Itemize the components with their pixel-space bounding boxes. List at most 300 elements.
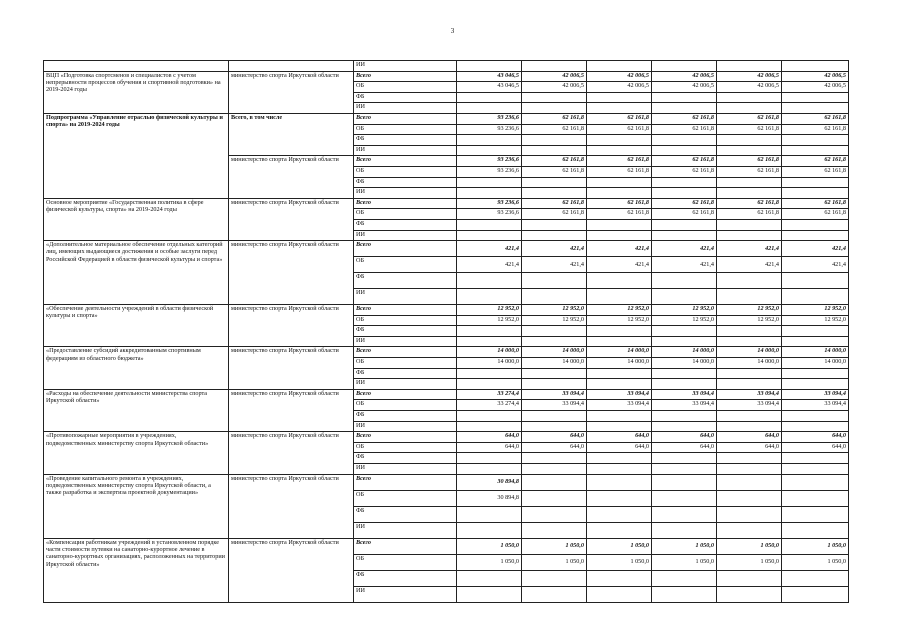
program-name: ВЦП «Подготовка спортсменов и специалистов с учетом непрерывности процессов обучения и спортивной подготовки» на 2019-2024 годы (44, 71, 229, 113)
amount-cell (782, 135, 849, 146)
amount-cell (522, 464, 587, 475)
amount-cell (457, 453, 522, 464)
amount-cell (652, 289, 717, 305)
amount-cell (652, 92, 717, 103)
amount-cell (522, 273, 587, 289)
amount-cell: 62 161,8 (522, 198, 587, 209)
amount-cell (652, 379, 717, 390)
amount-cell (782, 464, 849, 475)
amount-cell: 33 274,4 (457, 389, 522, 400)
amount-cell: 93 236,6 (457, 156, 522, 167)
amount-cell: 62 161,8 (522, 124, 587, 135)
amount-cell (587, 177, 652, 188)
amount-cell (522, 522, 587, 538)
funding-source-label: ФБ (354, 411, 457, 422)
amount-cell (522, 145, 587, 156)
amount-cell (457, 188, 522, 199)
amount-cell (782, 522, 849, 538)
page-number: 3 (450, 27, 455, 35)
executor-name: министерство спорта Иркутской области (229, 198, 354, 240)
amount-cell: 1 050,0 (717, 538, 782, 554)
executor-name: министерство спорта Иркутской области (229, 71, 354, 113)
amount-cell (717, 421, 782, 432)
funding-source-label: ФБ (354, 506, 457, 522)
amount-cell: 33 094,4 (522, 400, 587, 411)
amount-cell (652, 522, 717, 538)
amount-cell: 14 000,0 (782, 358, 849, 369)
amount-cell: 644,0 (587, 442, 652, 453)
amount-cell: 12 952,0 (717, 315, 782, 326)
program-name: «Обеспечение деятельности учреждений в области физической культуры и спорта» (44, 305, 229, 347)
table-row (44, 389, 849, 400)
amount-cell (587, 453, 652, 464)
funding-source-label: ИИ (354, 103, 457, 114)
amount-cell (652, 586, 717, 602)
amount-cell: 62 161,8 (782, 166, 849, 177)
amount-cell: 644,0 (782, 442, 849, 453)
amount-cell (652, 326, 717, 337)
amount-cell (522, 570, 587, 586)
amount-cell: 644,0 (587, 432, 652, 443)
funding-source-label: ФБ (354, 273, 457, 289)
amount-cell: 12 952,0 (717, 305, 782, 316)
amount-cell (587, 586, 652, 602)
amount-cell (457, 273, 522, 289)
amount-cell: 30 894,8 (457, 474, 522, 490)
amount-cell (717, 586, 782, 602)
amount-cell (652, 145, 717, 156)
funding-source-label: ФБ (354, 453, 457, 464)
funding-source-label: ОБ (354, 166, 457, 177)
amount-cell (522, 474, 587, 490)
amount-cell (782, 474, 849, 490)
amount-cell (587, 411, 652, 422)
amount-cell (717, 177, 782, 188)
amount-cell (652, 135, 717, 146)
amount-cell (717, 411, 782, 422)
amount-cell: 33 094,4 (652, 400, 717, 411)
amount-cell: 1 050,0 (587, 554, 652, 570)
amount-cell (782, 379, 849, 390)
amount-cell (717, 289, 782, 305)
amount-cell: 12 952,0 (782, 305, 849, 316)
amount-cell: 62 161,8 (652, 209, 717, 220)
amount-cell (717, 103, 782, 114)
amount-cell: 62 161,8 (652, 124, 717, 135)
amount-cell (457, 421, 522, 432)
amount-cell (587, 61, 652, 72)
funding-source-label: Всего (354, 241, 457, 257)
amount-cell: 14 000,0 (522, 358, 587, 369)
amount-cell (652, 411, 717, 422)
amount-cell: 421,4 (652, 257, 717, 273)
funding-source-label: ОБ (354, 82, 457, 93)
amount-cell: 12 952,0 (457, 315, 522, 326)
amount-cell (522, 103, 587, 114)
table-row (44, 538, 849, 554)
executor-total: Всего, в том числе (229, 113, 354, 155)
program-name: «Предоставление субсидий аккредитованным спортивным федерациям из областного бюджета» (44, 347, 229, 389)
funding-source-label: ИИ (354, 421, 457, 432)
funding-source-label: ФБ (354, 92, 457, 103)
amount-cell (587, 273, 652, 289)
amount-cell: 33 094,4 (717, 400, 782, 411)
amount-cell: 12 952,0 (652, 305, 717, 316)
amount-cell: 12 952,0 (652, 315, 717, 326)
amount-cell (457, 368, 522, 379)
amount-cell (652, 421, 717, 432)
amount-cell: 62 161,8 (587, 156, 652, 167)
funding-source-label: ИИ (354, 586, 457, 602)
amount-cell (587, 570, 652, 586)
funding-source-label: ОБ (354, 209, 457, 220)
table-row (44, 61, 849, 72)
table-row (44, 198, 849, 209)
amount-cell (717, 135, 782, 146)
amount-cell: 33 094,4 (522, 389, 587, 400)
amount-cell: 12 952,0 (457, 305, 522, 316)
amount-cell: 644,0 (782, 432, 849, 443)
amount-cell (457, 326, 522, 337)
empty-cell (44, 61, 229, 72)
amount-cell (522, 188, 587, 199)
amount-cell (782, 336, 849, 347)
amount-cell: 1 050,0 (717, 554, 782, 570)
amount-cell (652, 570, 717, 586)
amount-cell: 1 050,0 (782, 538, 849, 554)
amount-cell: 93 236,6 (457, 209, 522, 220)
amount-cell (587, 379, 652, 390)
funding-source-label: ФБ (354, 135, 457, 146)
budget-table (43, 60, 849, 603)
amount-cell: 43 046,5 (457, 71, 522, 82)
amount-cell (782, 273, 849, 289)
table-row (44, 241, 849, 257)
amount-cell: 93 236,6 (457, 166, 522, 177)
amount-cell (652, 336, 717, 347)
funding-source-label: ИИ (354, 464, 457, 475)
amount-cell: 12 952,0 (587, 315, 652, 326)
amount-cell (652, 368, 717, 379)
program-name: «Дополнительное материальное обеспечение отдельных категорий лиц, имеющих выдающиеся достижения и особые заслуги перед Российской Федерацией в области физической культуры и спорта» (44, 241, 229, 305)
amount-cell (652, 490, 717, 506)
amount-cell (652, 273, 717, 289)
amount-cell: 644,0 (522, 442, 587, 453)
executor-name: министерство спорта Иркутской области (229, 241, 354, 305)
amount-cell (717, 273, 782, 289)
amount-cell (457, 586, 522, 602)
amount-cell (587, 219, 652, 230)
amount-cell: 62 161,8 (522, 113, 587, 124)
amount-cell (717, 490, 782, 506)
funding-source-label: Всего (354, 474, 457, 490)
amount-cell (587, 92, 652, 103)
amount-cell (587, 506, 652, 522)
table-row (44, 71, 849, 82)
amount-cell: 421,4 (652, 241, 717, 257)
amount-cell (782, 326, 849, 337)
funding-source-label: ФБ (354, 570, 457, 586)
amount-cell: 62 161,8 (717, 124, 782, 135)
amount-cell (522, 92, 587, 103)
amount-cell: 42 006,5 (782, 71, 849, 82)
amount-cell (717, 145, 782, 156)
amount-cell: 14 000,0 (457, 358, 522, 369)
amount-cell: 33 094,4 (652, 389, 717, 400)
amount-cell: 421,4 (717, 241, 782, 257)
amount-cell: 42 006,5 (782, 82, 849, 93)
funding-source-label: ФБ (354, 219, 457, 230)
funding-source-label: ИИ (354, 61, 457, 72)
amount-cell: 62 161,8 (587, 209, 652, 220)
amount-cell (522, 411, 587, 422)
funding-source-label: ОБ (354, 257, 457, 273)
funding-source-label: Всего (354, 156, 457, 167)
table-row (44, 113, 849, 124)
amount-cell: 62 161,8 (522, 156, 587, 167)
amount-cell (457, 522, 522, 538)
amount-cell (522, 506, 587, 522)
amount-cell (522, 586, 587, 602)
amount-cell (782, 103, 849, 114)
amount-cell: 62 161,8 (652, 113, 717, 124)
amount-cell: 62 161,8 (717, 156, 782, 167)
funding-source-label: ИИ (354, 188, 457, 199)
amount-cell (457, 103, 522, 114)
amount-cell (782, 177, 849, 188)
funding-source-label: ИИ (354, 522, 457, 538)
amount-cell (522, 368, 587, 379)
amount-cell: 12 952,0 (522, 315, 587, 326)
program-name: Основное мероприятие «Государственная политика в сфере физической культуры, спорта» на 2019-2024 годы (44, 198, 229, 240)
amount-cell: 1 050,0 (457, 538, 522, 554)
amount-cell (522, 379, 587, 390)
amount-cell (457, 145, 522, 156)
amount-cell: 62 161,8 (782, 209, 849, 220)
amount-cell: 14 000,0 (782, 347, 849, 358)
program-name: «Расходы на обеспечение деятельности министерства спорта Иркутской области» (44, 389, 229, 431)
amount-cell: 421,4 (587, 241, 652, 257)
amount-cell: 421,4 (782, 257, 849, 273)
amount-cell: 62 161,8 (652, 166, 717, 177)
amount-cell (522, 453, 587, 464)
amount-cell (457, 219, 522, 230)
amount-cell: 421,4 (717, 257, 782, 273)
amount-cell (652, 177, 717, 188)
amount-cell: 62 161,8 (587, 124, 652, 135)
amount-cell (587, 188, 652, 199)
table-row (44, 347, 849, 358)
amount-cell (652, 61, 717, 72)
funding-source-label: ИИ (354, 289, 457, 305)
funding-source-label: ИИ (354, 145, 457, 156)
amount-cell (522, 289, 587, 305)
amount-cell: 14 000,0 (652, 358, 717, 369)
funding-source-label: Всего (354, 305, 457, 316)
program-name: «Противопожарные мероприятия в учреждениях, подведомственных министерству спорта Иркутской области» (44, 432, 229, 474)
amount-cell (717, 570, 782, 586)
executor-name: министерство спорта Иркутской области (229, 305, 354, 347)
amount-cell: 33 094,4 (782, 400, 849, 411)
amount-cell: 62 161,8 (717, 113, 782, 124)
amount-cell (587, 336, 652, 347)
amount-cell: 43 046,5 (457, 82, 522, 93)
amount-cell: 421,4 (587, 257, 652, 273)
amount-cell: 93 236,6 (457, 113, 522, 124)
amount-cell: 33 274,4 (457, 400, 522, 411)
amount-cell (717, 188, 782, 199)
amount-cell: 33 094,4 (782, 389, 849, 400)
table-row (44, 305, 849, 316)
amount-cell (652, 188, 717, 199)
amount-cell (717, 522, 782, 538)
amount-cell (782, 289, 849, 305)
amount-cell (457, 230, 522, 241)
amount-cell (522, 230, 587, 241)
amount-cell (457, 379, 522, 390)
amount-cell (522, 219, 587, 230)
executor-name: министерство спорта Иркутской области (229, 347, 354, 389)
amount-cell: 14 000,0 (587, 358, 652, 369)
amount-cell (652, 506, 717, 522)
amount-cell (587, 230, 652, 241)
funding-source-label: Всего (354, 538, 457, 554)
amount-cell (587, 145, 652, 156)
amount-cell: 421,4 (522, 257, 587, 273)
funding-source-label: ОБ (354, 554, 457, 570)
amount-cell: 42 006,5 (522, 82, 587, 93)
funding-source-label: ФБ (354, 368, 457, 379)
amount-cell: 42 006,5 (652, 71, 717, 82)
amount-cell: 62 161,8 (522, 166, 587, 177)
amount-cell (457, 135, 522, 146)
amount-cell: 14 000,0 (717, 347, 782, 358)
amount-cell: 62 161,8 (782, 124, 849, 135)
amount-cell (782, 188, 849, 199)
funding-source-label: Всего (354, 198, 457, 209)
amount-cell (782, 411, 849, 422)
amount-cell (587, 135, 652, 146)
amount-cell: 644,0 (652, 432, 717, 443)
amount-cell (652, 464, 717, 475)
amount-cell (717, 61, 782, 72)
funding-source-label: Всего (354, 432, 457, 443)
amount-cell: 14 000,0 (587, 347, 652, 358)
funding-source-label: ФБ (354, 177, 457, 188)
amount-cell: 30 894,8 (457, 490, 522, 506)
amount-cell: 1 050,0 (522, 538, 587, 554)
amount-cell (587, 103, 652, 114)
amount-cell: 42 006,5 (587, 71, 652, 82)
amount-cell: 62 161,8 (782, 156, 849, 167)
funding-source-label: ИИ (354, 336, 457, 347)
amount-cell (457, 92, 522, 103)
amount-cell (457, 177, 522, 188)
amount-cell (782, 92, 849, 103)
amount-cell (457, 336, 522, 347)
funding-source-label: ИИ (354, 230, 457, 241)
amount-cell (782, 490, 849, 506)
amount-cell: 421,4 (457, 241, 522, 257)
amount-cell (782, 506, 849, 522)
amount-cell (782, 453, 849, 464)
amount-cell (457, 289, 522, 305)
funding-source-label: ОБ (354, 124, 457, 135)
table-row (44, 432, 849, 443)
amount-cell (587, 464, 652, 475)
amount-cell: 42 006,5 (717, 82, 782, 93)
amount-cell (652, 474, 717, 490)
amount-cell: 42 006,5 (522, 71, 587, 82)
amount-cell (652, 453, 717, 464)
amount-cell (522, 490, 587, 506)
amount-cell (522, 326, 587, 337)
amount-cell: 62 161,8 (782, 113, 849, 124)
amount-cell: 62 161,8 (522, 209, 587, 220)
amount-cell (457, 464, 522, 475)
amount-cell (782, 421, 849, 432)
amount-cell: 1 050,0 (522, 554, 587, 570)
funding-source-label: ОБ (354, 490, 457, 506)
amount-cell (587, 522, 652, 538)
program-name: Подпрограмма «Управление отраслью физической культуры и спорта» на 2019-2024 годы (44, 113, 229, 198)
amount-cell: 14 000,0 (522, 347, 587, 358)
amount-cell: 421,4 (457, 257, 522, 273)
amount-cell (717, 368, 782, 379)
amount-cell (717, 506, 782, 522)
amount-cell (782, 219, 849, 230)
amount-cell (717, 453, 782, 464)
amount-cell (587, 326, 652, 337)
amount-cell (587, 289, 652, 305)
executor-name: министерство спорта Иркутской области (229, 538, 354, 602)
funding-source-label: Всего (354, 347, 457, 358)
amount-cell (782, 570, 849, 586)
amount-cell: 1 050,0 (652, 538, 717, 554)
amount-cell: 62 161,8 (652, 198, 717, 209)
amount-cell: 12 952,0 (522, 305, 587, 316)
amount-cell: 14 000,0 (717, 358, 782, 369)
amount-cell (717, 92, 782, 103)
amount-cell: 644,0 (457, 442, 522, 453)
program-name: «Проведение капитального ремонта в учреждениях, подведомственных министерству спорта Иркутской области, а также разработка и экспертиза проектной документации» (44, 474, 229, 538)
empty-cell (229, 61, 354, 72)
amount-cell: 62 161,8 (587, 113, 652, 124)
amount-cell: 644,0 (457, 432, 522, 443)
funding-source-label: Всего (354, 389, 457, 400)
amount-cell: 62 161,8 (587, 198, 652, 209)
amount-cell (587, 490, 652, 506)
amount-cell: 62 161,8 (782, 198, 849, 209)
amount-cell: 421,4 (522, 241, 587, 257)
amount-cell: 93 236,6 (457, 198, 522, 209)
amount-cell (782, 368, 849, 379)
amount-cell (717, 464, 782, 475)
amount-cell (652, 219, 717, 230)
amount-cell: 62 161,8 (717, 198, 782, 209)
amount-cell (782, 586, 849, 602)
amount-cell: 1 050,0 (652, 554, 717, 570)
amount-cell (587, 474, 652, 490)
amount-cell: 42 006,5 (652, 82, 717, 93)
amount-cell: 62 161,8 (717, 209, 782, 220)
amount-cell: 12 952,0 (587, 305, 652, 316)
executor-name: министерство спорта Иркутской области (229, 156, 354, 198)
funding-source-label: ОБ (354, 358, 457, 369)
amount-cell (522, 135, 587, 146)
amount-cell: 12 952,0 (782, 315, 849, 326)
amount-cell (717, 474, 782, 490)
